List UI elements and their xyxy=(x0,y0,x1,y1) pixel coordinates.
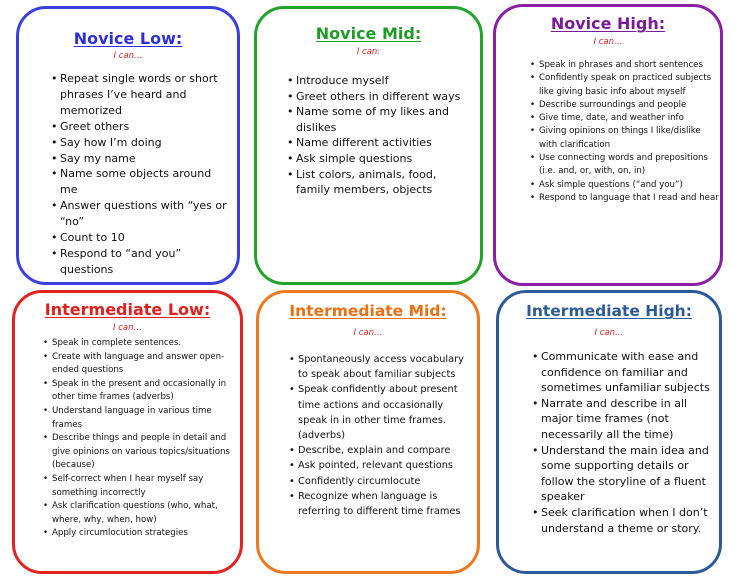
can-do-list xyxy=(289,352,474,519)
can-do-list xyxy=(287,73,472,198)
list-item: • Ask pointed, relevant questions xyxy=(289,458,474,473)
list-item: • Describe surroundings and people xyxy=(530,99,720,112)
can-do-list xyxy=(51,71,229,278)
list-item: • Speak in complete sentences. xyxy=(43,337,243,351)
card-subtitle: I can… xyxy=(113,51,143,61)
can-do-list xyxy=(530,59,720,205)
card-title: Intermediate High: xyxy=(526,302,692,320)
list-item: • Ask simple questions xyxy=(287,151,472,167)
list-item: • Ask simple questions (“and you”) xyxy=(530,179,720,192)
list-item: • Name some objects around me xyxy=(51,166,229,198)
can-do-list xyxy=(532,349,714,536)
list-item: • Self-correct when I hear myself say something incorrectly xyxy=(43,473,243,500)
list-item: • Confidently speak on practiced subjects like giving basic info about myself xyxy=(530,72,720,99)
list-item: • Spontaneously access vocabulary to speak about familiar subjects xyxy=(289,352,474,382)
list-item: • Name some of my likes and dislikes xyxy=(287,104,472,135)
list-item: • Speak confidently about present time actions and occasionally speak in in other time frames. (adverbs) xyxy=(289,382,474,443)
card-novice-low xyxy=(16,6,240,285)
list-item: • Apply circumlocution strategies xyxy=(43,527,243,541)
list-item: • Answer questions with “yes or “no” xyxy=(51,198,229,230)
card-novice-high xyxy=(493,4,723,286)
list-item: • Greet others xyxy=(51,119,229,135)
list-item: • Speak in phrases and short sentences xyxy=(530,59,720,72)
card-subtitle: I can… xyxy=(113,323,142,333)
list-item: • Giving opinions on things I like/dislike with clarification xyxy=(530,125,720,152)
list-item: • Recognize when language is referring to different time frames xyxy=(289,489,474,519)
card-novice-mid xyxy=(254,6,483,285)
list-item: • Describe, explain and compare xyxy=(289,443,474,458)
card-intermediate-low xyxy=(12,290,243,574)
list-item: • Introduce myself xyxy=(287,73,472,89)
list-item: • Say my name xyxy=(51,151,229,167)
list-item: • Respond to language that I read and hear xyxy=(530,192,720,205)
card-title: Intermediate Mid: xyxy=(289,302,447,320)
list-item: • List colors, animals, food, family members, objects xyxy=(287,167,472,198)
list-item: • Describe things and people in detail and give opinions on various topics/situations (because) xyxy=(43,432,243,473)
card-title: Novice High: xyxy=(550,14,666,33)
list-item: • Give time, date, and weather info xyxy=(530,112,720,125)
list-item: • Seek clarification when I don’t understand a theme or story. xyxy=(532,505,714,536)
card-title: Novice Mid: xyxy=(315,24,422,43)
card-title: Intermediate Low: xyxy=(44,300,211,319)
card-subtitle: I can: xyxy=(356,47,381,57)
list-item: • Communicate with ease and confidence on familiar and sometimes unfamiliar subjects xyxy=(532,349,714,396)
card-subtitle: I can… xyxy=(593,37,623,47)
list-item: • Create with language and answer open-ended questions xyxy=(43,351,243,378)
list-item: • Greet others in different ways xyxy=(287,89,472,105)
list-item: • Respond to “and you” questions xyxy=(51,246,229,278)
list-item: • Narrate and describe in all major time frames (not necessarily all the time) xyxy=(532,396,714,443)
list-item: • Speak in the present and occasionally in other time frames (adverbs) xyxy=(43,378,243,405)
list-item: • Confidently circumlocute xyxy=(289,474,474,489)
list-item: • Name different activities xyxy=(287,135,472,151)
list-item: • Understand the main idea and some supporting details or follow the storyline of a fluent speaker xyxy=(532,443,714,505)
list-item: • Count to 10 xyxy=(51,230,229,246)
list-item: • Use connecting words and prepositions (i.e. and, or, with, on, in) xyxy=(530,152,720,179)
list-item: • Say how I’m doing xyxy=(51,135,229,151)
list-item: • Understand language in various time frames xyxy=(43,405,243,432)
card-subtitle: I can… xyxy=(594,328,624,338)
list-item: • Repeat single words or short phrases I’ve heard and memorized xyxy=(51,71,229,119)
card-title: Novice Low: xyxy=(73,29,183,48)
card-intermediate-mid xyxy=(256,290,480,574)
list-item: • Ask clarification questions (who, what, where, why, when, how) xyxy=(43,500,243,527)
card-intermediate-high xyxy=(496,290,722,574)
can-do-list xyxy=(43,337,243,541)
card-subtitle: I can… xyxy=(353,328,383,338)
